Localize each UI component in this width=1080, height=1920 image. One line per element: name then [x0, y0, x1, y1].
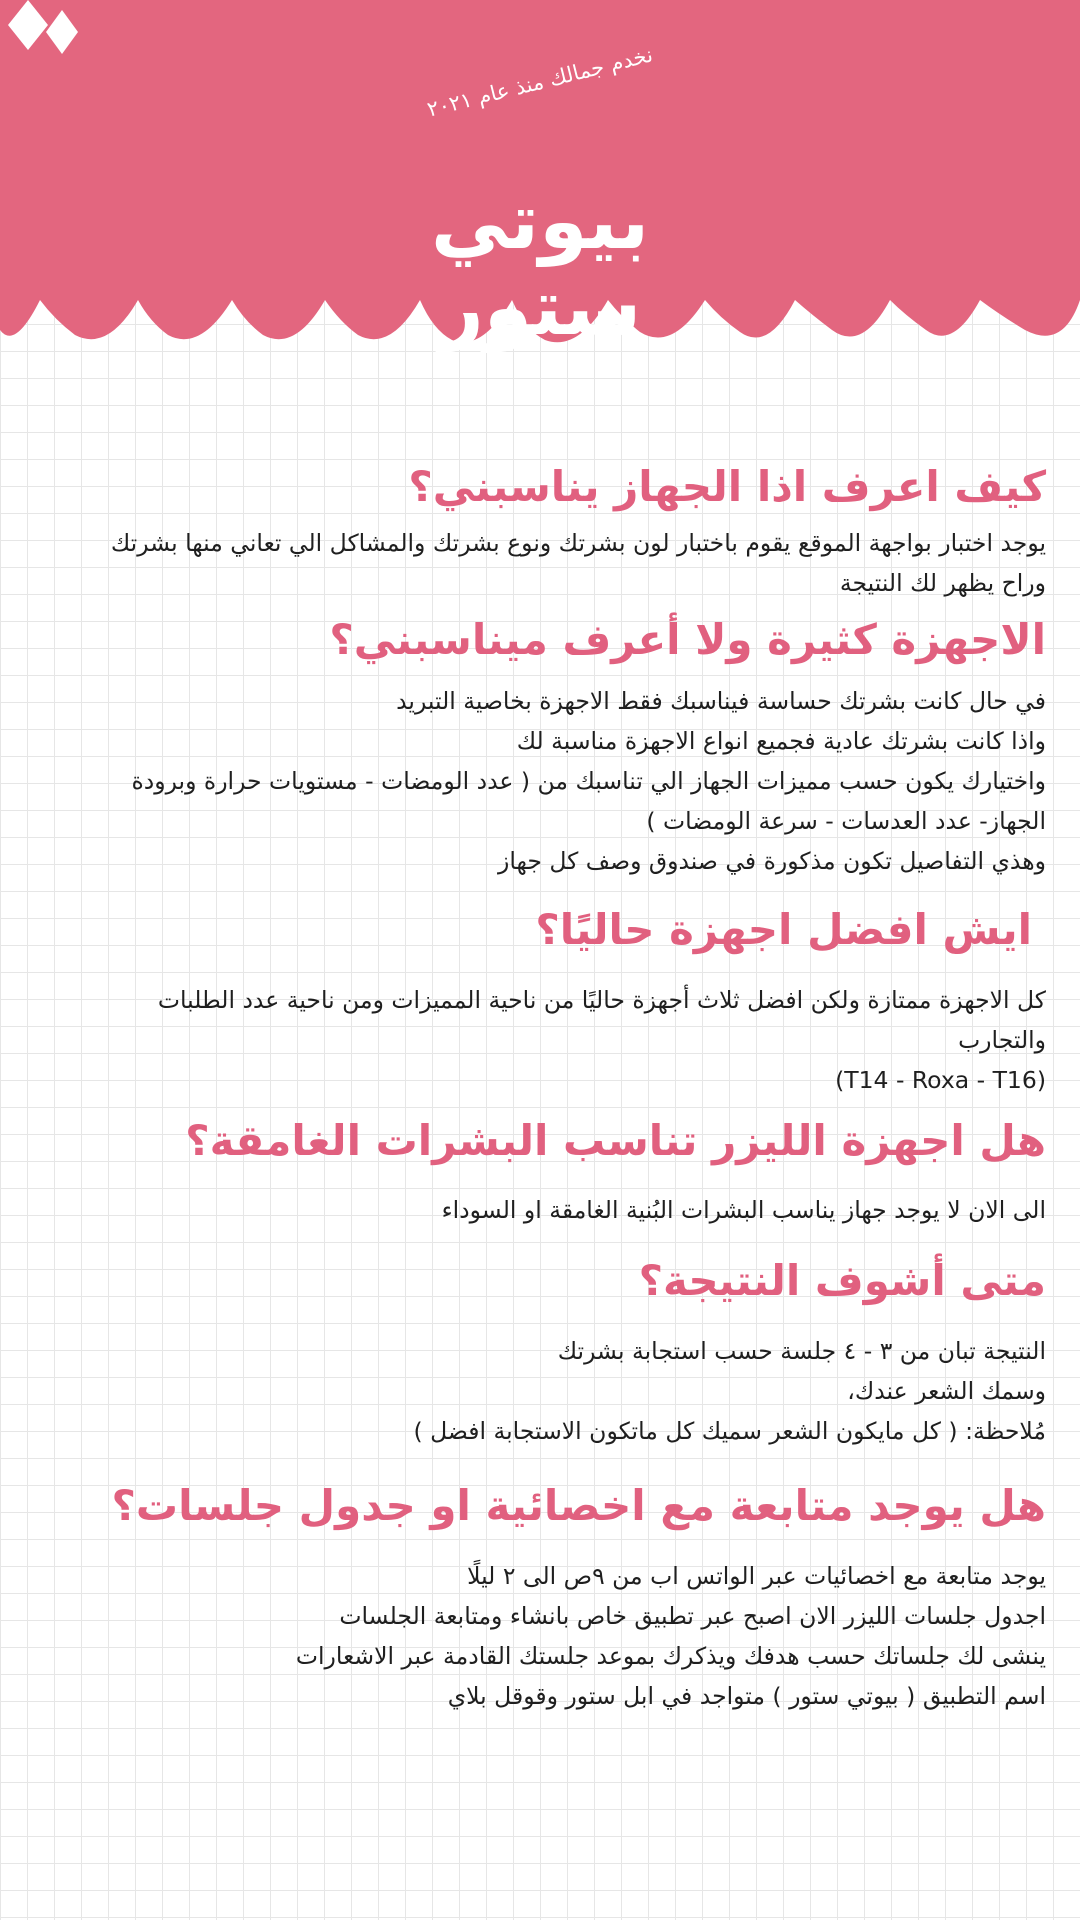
answer-line: مُلاحظة: ( كل مايكون الشعر سميك كل ماتكون الاستجابة افضل ) — [413, 1416, 1046, 1445]
answer-line: النتيجة تبان من ٣ - ٤ جلسة حسب استجابة بشرتك — [557, 1336, 1046, 1365]
answer-line: واذا كانت بشرتك عادية فجميع انواع الاجهزة مناسبة لك — [516, 727, 1046, 756]
answer-line: يوجد اختبار بواجهة الموقع يقوم باختبار لون بشرتك ونوع بشرتك والمشاكل الي تعاني منها بشرتك — [110, 528, 1046, 557]
faq-item — [24, 1479, 1046, 1716]
answer-line: كل الاجهزة ممتازة ولكن افضل ثلاث أجهزة حاليًا من ناحية المميزات ومن ناحية عدد الطلبات — [157, 985, 1046, 1014]
answer-line: في حال كانت بشرتك حساسة فيناسبك فقط الاجهزة بخاصية التبريد — [396, 687, 1046, 716]
brand-tagline: نخدم جمالك منذ عام ٢٠٢١ — [424, 42, 656, 122]
faq-question: كيف اعرف اذا الجهاز يناسبني؟ — [408, 462, 1046, 511]
faq-question: ايش افضل اجهزة حاليًا؟ — [535, 905, 1032, 955]
faq-answer — [24, 1331, 1046, 1451]
answer-line: وراح يظهر لك النتيجة — [839, 568, 1046, 597]
faq-question: هل يوجد متابعة مع اخصائية او جدول جلسات؟ — [111, 1480, 1046, 1530]
faq-answer — [24, 681, 1046, 881]
answer-line: اجدول جلسات الليزر الان اصبح عبر تطبيق خاص بانشاء ومتابعة الجلسات — [339, 1601, 1046, 1630]
faq-item — [24, 613, 1046, 882]
answer-line: وسمك الشعر عندك، — [847, 1376, 1046, 1405]
brand-name: بيوتي ستور — [430, 177, 650, 353]
faq-item — [24, 460, 1046, 603]
faq-item — [24, 1114, 1046, 1231]
answer-line: الجهاز- عدد العدسات - سرعة الومضات ) — [646, 807, 1046, 836]
answer-line: اسم التطبيق ( بيوتي ستور ) متواجد في ابل ستور وقوقل بلاي — [447, 1681, 1046, 1710]
answer-line: (T14 - Roxa - T16) — [835, 1065, 1046, 1094]
faq-answer — [24, 1190, 1046, 1230]
faq-answer — [24, 980, 1046, 1100]
answer-line: وهذي التفاصيل تكون مذكورة في صندوق وصف كل جهاز — [498, 847, 1046, 876]
diamonds-icon — [0, 0, 110, 70]
answer-line: واختيارك يكون حسب مميزات الجهاز الي تناسبك من ( عدد الومضات - مستويات حرارة وبرودة — [131, 767, 1046, 796]
answer-line: والتجارب — [958, 1025, 1046, 1054]
faq-answer — [24, 523, 1046, 603]
faq-item — [24, 903, 1046, 1100]
faq-question: هل اجهزة الليزر تناسب البشرات الغامقة؟ — [185, 1115, 1046, 1165]
answer-line: يوجد متابعة مع اخصائيات عبر الواتس اب من ٩ص الى ٢ ليلًا — [467, 1561, 1046, 1590]
answer-line: ينشى لك جلساتك حسب هدفك ويذكرك بموعد جلستك القادمة عبر الاشعارات — [295, 1641, 1046, 1670]
brand-header — [0, 0, 1080, 360]
faq-item — [24, 1254, 1046, 1451]
faq-list — [24, 460, 1046, 1716]
faq-answer — [24, 1556, 1046, 1716]
answer-line: الى الان لا يوجد جهاز يناسب البشرات البُنية الغامقة او السوداء — [441, 1196, 1046, 1225]
faq-question: الاجهزة كثيرة ولا أعرف ميناسبني؟ — [329, 614, 1046, 664]
faq-question: متى أشوف النتيجة؟ — [638, 1256, 1046, 1306]
